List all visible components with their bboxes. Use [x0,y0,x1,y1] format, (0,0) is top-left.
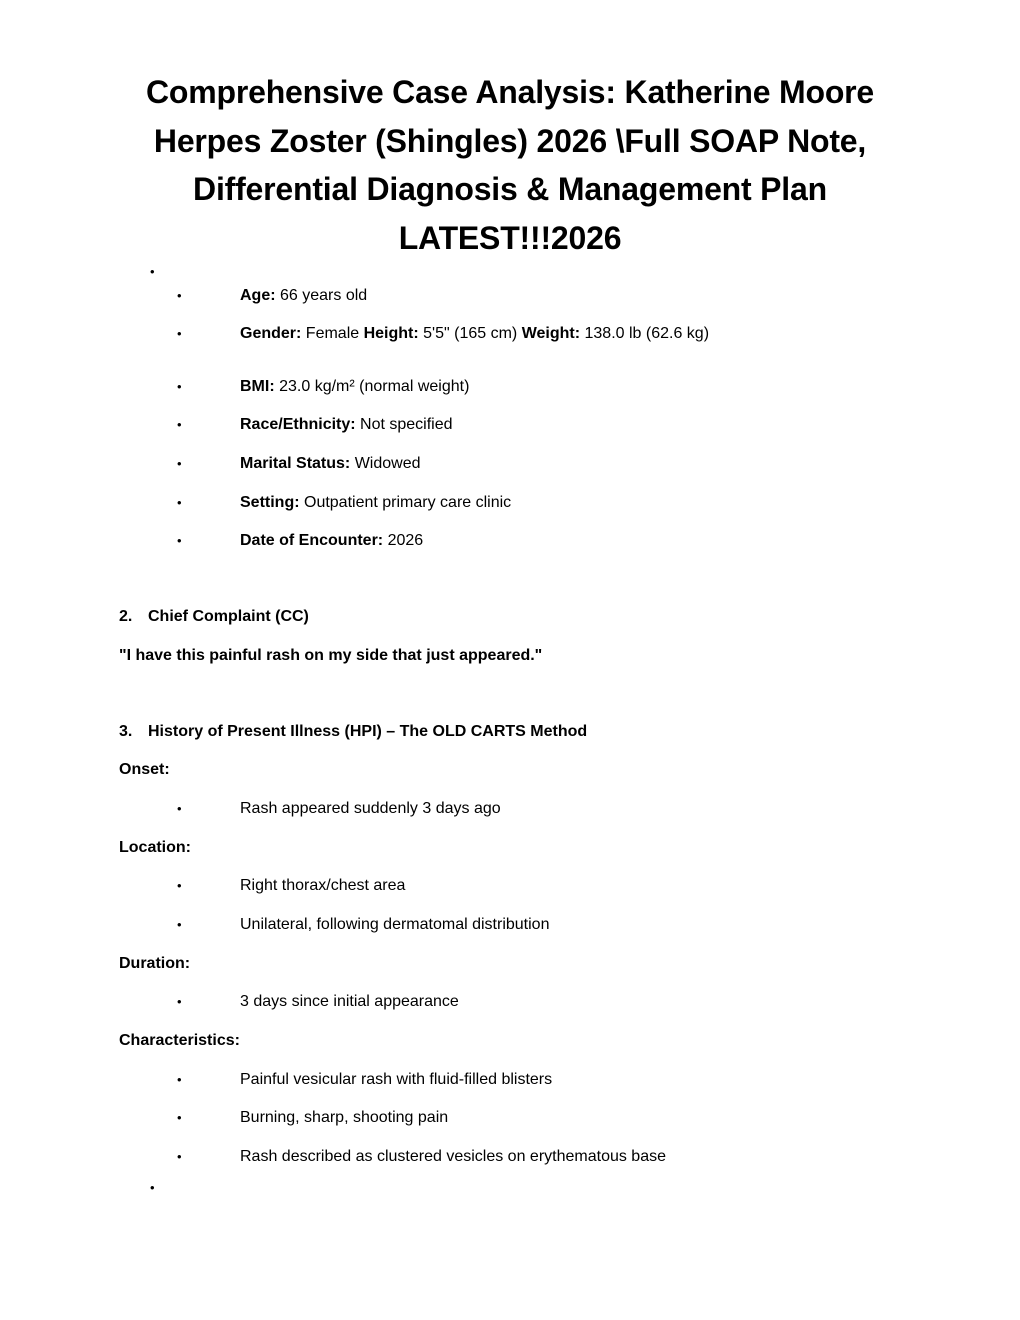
list-item [0,1146,1020,1168]
location-label: Location: [119,839,191,856]
bullet-icon: • [177,495,182,510]
title-line-4: LATEST!!!2026 [398,219,622,256]
marital-value: Widowed [350,455,421,472]
bullet-icon: • [177,288,182,303]
characteristics-item: Rash described as clustered vesicles on erythematous base [240,1148,666,1165]
list-item-setting [0,492,1020,514]
title-line-3: Differential Diagnosis & Management Plan [193,171,827,207]
list-item [0,914,1020,936]
height-value: 5'5" (165 cm) [418,325,522,342]
section-heading-chief-complaint [119,606,309,628]
list-item-race [0,414,1020,436]
race-value: Not specified [355,416,453,433]
bullet-icon: • [177,994,182,1009]
bullet-icon: • [177,1149,182,1164]
gender-label: Gender: [240,325,302,342]
list-item [0,991,1020,1013]
weight-value: 138.0 lb (62.6 kg) [580,325,710,342]
height-label: Height: [363,325,419,342]
bullet-icon: • [177,533,182,548]
list-item-marital-status [0,453,1020,475]
weight-label: Weight: [521,325,581,342]
bullet-icon: • [177,417,182,432]
date-value: 2026 [383,532,424,549]
list-item-age [0,285,1020,307]
bullet-icon: • [177,379,182,394]
onset-item: Rash appeared suddenly 3 days ago [240,800,501,817]
section-heading-hpi [119,721,587,743]
age-label: Age: [240,287,276,304]
empty-bullet-top: • [150,264,155,279]
section-title: History of Present Illness (HPI) – The OLD CARTS Method [148,723,588,740]
empty-bullet-bottom: • [150,1180,155,1195]
document-title [100,68,920,262]
date-label: Date of Encounter: [240,532,384,549]
bullet-icon: • [177,878,182,893]
section-number: 3. [119,723,133,740]
duration-item: 3 days since initial appearance [240,993,459,1010]
age-value: 66 years old [275,287,368,304]
characteristics-item: Painful vesicular rash with fluid-filled blisters [240,1071,553,1088]
bullet-icon: • [177,1110,182,1125]
list-item [0,1107,1020,1129]
setting-label: Setting: [240,494,300,511]
title-line-2: Herpes Zoster (Shingles) 2026 \Full SOAP Note, [153,122,867,159]
onset-label: Onset: [119,761,170,778]
gender-value: Female [301,325,364,342]
bullet-icon: • [177,1072,182,1087]
list-item-bmi [0,376,1020,398]
list-item [0,1069,1020,1091]
section-number: 2. [119,608,133,625]
setting-value: Outpatient primary care clinic [299,494,512,511]
bullet-icon: • [177,801,182,816]
list-item-date [0,530,1020,552]
list-item [0,875,1020,897]
bullet-icon: • [177,456,182,471]
duration-label: Duration: [119,955,191,972]
list-item-gender-height-weight [0,323,1020,345]
race-label: Race/Ethnicity: [240,416,356,433]
location-item: Right thorax/chest area [240,877,406,894]
bullet-icon: • [177,917,182,932]
bmi-value: 23.0 kg/m² (normal weight) [274,378,470,395]
characteristics-label: Characteristics: [119,1032,240,1049]
chief-complaint-quote: "I have this painful rash on my side that just appeared." [119,647,543,664]
bullet-icon: • [177,326,182,341]
location-item: Unilateral, following dermatomal distribution [240,916,550,933]
characteristics-item: Burning, sharp, shooting pain [240,1109,449,1126]
list-item [0,798,1020,820]
marital-label: Marital Status: [240,455,351,472]
title-line-1: Comprehensive Case Analysis: Katherine Moore [145,74,875,110]
bmi-label: BMI: [240,378,275,395]
section-title: Chief Complaint (CC) [148,608,309,625]
